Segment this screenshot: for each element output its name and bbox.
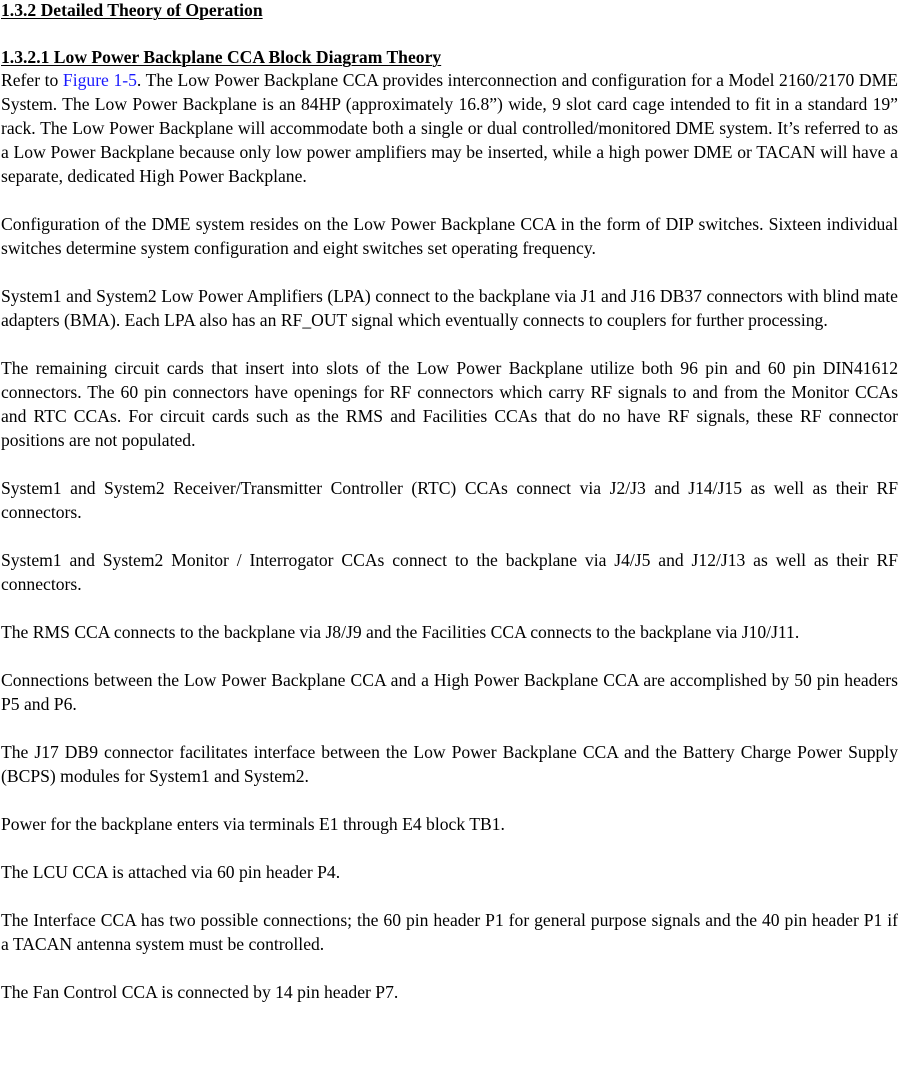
- paragraph-overview-prefix: Refer to: [1, 70, 63, 90]
- figure-reference-link[interactable]: Figure 1-5: [62, 70, 137, 90]
- paragraph-lpa: System1 and System2 Low Power Amplifiers (LPA) connect to the backplane via J1 and J16 DB37 connectors with blind mate adapters (BMA). Each LPA also has an RF_OUT signal which eventually connects to couplers for further processing.: [1, 286, 898, 330]
- paragraph-overview-body: . The Low Power Backplane CCA provides interconnection and configuration for a Model 2160/2170 DME System. The Low Power Backplane is an 84HP (approximately 16.8”) wide, 9 slot card cage intended to fit in a standard 19” rack. The Low Power Backplane will accommodate both a single or dual controlled/monitored DME system. It’s referred to as a Low Power Backplane because only low power amplifiers may be inserted, while a high power DME or TACAN will have a separate, dedicated High Power Backplane.: [1, 70, 898, 186]
- paragraph-high-power: Connections between the Low Power Backplane CCA and a High Power Backplane CCA are accomplished by 50 pin headers P5 and P6.: [1, 670, 898, 714]
- paragraph-monitor: System1 and System2 Monitor / Interrogator CCAs connect to the backplane via J4/J5 and J12/J13 as well as their RF connectors.: [1, 550, 898, 594]
- subsection-heading: 1.3.2.1 Low Power Backplane CCA Block Diagram Theory: [1, 47, 442, 67]
- paragraph-overview: [1, 68, 898, 188]
- paragraph-interface: The Interface CCA has two possible connections; the 60 pin header P1 for general purpose signals and the 40 pin header P1 if a TACAN antenna system must be controlled.: [1, 910, 898, 954]
- paragraph-rtc: System1 and System2 Receiver/Transmitter Controller (RTC) CCAs connect via J2/J3 and J14/J15 as well as their RF connectors.: [1, 478, 898, 522]
- paragraph-bcps: The J17 DB9 connector facilitates interface between the Low Power Backplane CCA and the Battery Charge Power Supply (BCPS) modules for System1 and System2.: [1, 742, 898, 786]
- paragraph-rms: The RMS CCA connects to the backplane via J8/J9 and the Facilities CCA connects to the backplane via J10/J11.: [1, 622, 800, 642]
- paragraph-configuration: Configuration of the DME system resides on the Low Power Backplane CCA in the form of DIP switches. Sixteen individual switches determine system configuration and eight switches set operating frequency.: [1, 214, 898, 258]
- paragraph-circuit-cards: The remaining circuit cards that insert into slots of the Low Power Backplane utilize both 96 pin and 60 pin DIN41612 connectors. The 60 pin connectors have openings for RF connectors which carry RF signals to and from the Monitor CCAs and RTC CCAs. For circuit cards such as the RMS and Facilities CCAs that do no have RF signals, these RF connector positions are not populated.: [1, 358, 898, 450]
- document-page: [1, 0, 898, 1028]
- paragraph-lcu: The LCU CCA is attached via 60 pin header P4.: [1, 862, 341, 882]
- section-heading: 1.3.2 Detailed Theory of Operation: [1, 0, 263, 20]
- paragraph-power: Power for the backplane enters via terminals E1 through E4 block TB1.: [1, 814, 505, 834]
- paragraph-fan-control: The Fan Control CCA is connected by 14 pin header P7.: [1, 982, 399, 1002]
